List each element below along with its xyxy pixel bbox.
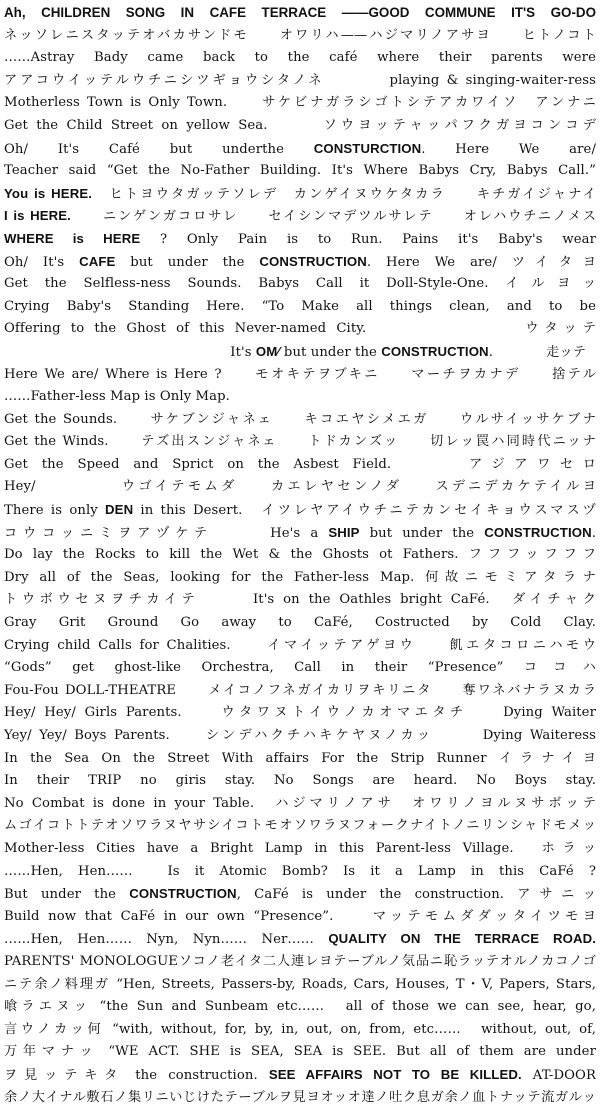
- poem-line: Yey∕ Yey∕ Boys Parents. シンデハクチハキケヤヌノカッ Dying Waiteress: [4, 725, 596, 748]
- poem-line: Build now that CaFé in our own “Presence”. マッテモムダダッタイツモヨ: [4, 906, 596, 929]
- poem-line: No Combat is done in your Table. ハジマリノアサ オワリノヨルヌサボッテ: [4, 793, 596, 816]
- emphasis-text: CONSTRUCTION: [484, 525, 591, 540]
- poem-body: [4, 25, 596, 1109]
- poem-line: Fou-Fou DOLL-THEATRE メイコノフネガイカリヲキリニタ 奪ワネバナラヌカラ: [4, 680, 596, 703]
- poem-line: ……Hen, Hen…… Is it Atomic Bomb? Is it a Lamp in this CaFé ?: [4, 861, 596, 884]
- poem-line: ……Father-less Map is Only Map.: [4, 386, 596, 409]
- poem-line: 喰ラエヌッ “the Sun and Sunbeam etc…… all of those we can see, hear, go,: [4, 996, 596, 1019]
- poem-line: トウボウセヌヲチカイテ It's on the Oathles bright CaFé. ダイチャク: [4, 589, 596, 612]
- emphasis-text: CAFE: [79, 254, 115, 269]
- poem-line: Motherless Town is Only Town. サケビナガラシゴトシテアカワイソ アンナニ: [4, 92, 596, 115]
- poem-line: ……Hen, Hen…… Nyn, Nyn…… Ner…… QUALITY ON THE TERRACE ROAD.: [4, 928, 596, 951]
- poem-line: 言ウノカッ何 “with, without, for, by, in, out, on, from, etc…… without, out, of,: [4, 1019, 596, 1042]
- poem-line: ヲ見ッテキタ the construction. SEE AFFAIRS NOT TO BE KILLED. AT-DOOR: [4, 1064, 596, 1087]
- poem-line: Crying child Calls for Chalities. イマイッテアゲヨウ 飢エタコロニハモウ: [4, 635, 596, 658]
- poem-line: ムゴイコトトテオソワラヌヤサシイコトモオソワラヌフォークナイトノニリンシャドモメッ: [4, 815, 596, 838]
- poem-line: Oh∕ It's Café but underthe CONSTURCTION. Here We are∕: [4, 138, 596, 161]
- emphasis-text: DEN: [105, 502, 133, 517]
- poem-line: In their TRIP no giris stay. No Songs are heard. No Boys stay.: [4, 770, 596, 793]
- poem-line: WHERE is HERE ? Only Pain is to Run. Pains it's Baby's wear: [4, 228, 596, 251]
- poem-line: Gray Grit Ground Go away to CaFé, Costructed by Cold Clay.: [4, 612, 596, 635]
- poem-line: 万年マナッ “WE ACT. SHE is SEA, SEA is SEE. But all of them are under: [4, 1041, 596, 1064]
- poem-line: There is only DEN in this Desert. イツレヤアイウチニテカンセイキョウスマスヅ: [4, 499, 596, 522]
- emphasis-text: CONSTRUCTION: [259, 254, 366, 269]
- poem-line: You is HERE. ヒトヨウタガッテソレデ カンゲイヌウケタカラ キチガイジャナイ: [4, 183, 596, 206]
- emphasis-text: QUALITY ON THE TERRACE ROAD.: [328, 931, 596, 946]
- poem-line: 余ノ大イナル敷石ノ集リニいじけたテーブルヲ見ヨオッオ達ノ吐ク息ガ余ノ血トナッテ流ガルッ: [4, 1087, 596, 1109]
- poem-line: Hey∕ ウゴイテモムダ カエレヤセンノダ スデニデカケテイルヨ: [4, 476, 596, 499]
- poem-line: PARENTS' MONOLOGUEソコノ老イタ二人連レヨテーブルノ気品ニ恥ラッテオルノカコノゴ: [4, 951, 596, 974]
- poem-line: It's OM∕ but under the CONSTRUCTION. 走ッテ: [4, 341, 596, 364]
- emphasis-text: You is HERE.: [4, 186, 92, 201]
- poem-line: コウコッニミヲアヅケテ He's a SHIP but under the CONSTRUCTION.: [4, 522, 596, 545]
- poem-line: Get the Selfless-ness Sounds. Babys Call it Doll-Style-One. イルヨッ: [4, 273, 596, 296]
- emphasis-text: WHERE is HERE: [4, 231, 140, 246]
- poem-line: Here We are∕ Where is Here ? モオキテヲブキニ マーチヲカナデ 捨テル: [4, 364, 596, 387]
- emphasis-text: CONSTURCTION: [314, 141, 421, 156]
- poem-line: In the Sea On the Street With affairs For the Strip Runner イラナイヨ: [4, 748, 596, 771]
- poem-line: Do lay the Rocks to kill the Wet & the Ghosts ot Fathers. フフフッフフフ: [4, 544, 596, 567]
- poem-line: ……Astray Bady came back to the café where their parents were: [4, 47, 596, 70]
- poem-line: Get the Winds. テズ出スンジャネェ トドカンズッ 切レッ罠ハ同時代ニッナ: [4, 431, 596, 454]
- emphasis-text: CONSTRUCTION: [381, 344, 488, 359]
- poem-line: Teacher said “Get the No-Father Building. It's Where Babys Cry, Babys Call.”: [4, 160, 596, 183]
- poem-line: Get the Child Street on yellow Sea. ソウヨッテャッパフクガヨコンコデ: [4, 115, 596, 138]
- poem-line: ニテ余ノ料理ガ “Hen, Streets, Passers-by, Roads, Cars, Houses, T・V, Papers, Stars,: [4, 974, 596, 997]
- emphasis-text: CONSTRUCTION: [129, 886, 236, 901]
- emphasis-text: I is HERE.: [4, 208, 71, 223]
- poem-line: アアコウイッテルウチニシツギョウシタノネ playing & singing-waiter-ress: [4, 70, 596, 93]
- poem-title: Ah, CHILDREN SONG IN CAFE TERRACE ——GOOD COMMUNE IT'S GO-DO: [4, 2, 596, 25]
- poem-line: I is HERE. ニンゲンガコロサレ セイシンマデツルサレテ オレハウチニノメス: [4, 205, 596, 228]
- poem-line: “Gods” get ghost-like Orchestra, Call in their “Presence” ココハ: [4, 657, 596, 680]
- poem-line: Hey∕ Hey∕ Girls Parents. ウタワヌトイウノカオマエタチ Dying Waiter: [4, 702, 596, 725]
- poem-line: Crying Baby's Standing Here. “To Make all things clean, and to be: [4, 296, 596, 319]
- poem-line: Get the Sounds. サケブンジャネェ キコエヤシメエガ ウルサイッサケブナ: [4, 409, 596, 432]
- emphasis-text: SEE AFFAIRS NOT TO BE KILLED.: [269, 1067, 522, 1082]
- poem-line: Mother-less Cities have a Bright Lamp in this Parent-less Village. ホラッ: [4, 838, 596, 861]
- emphasis-text: SHIP: [328, 525, 359, 540]
- poem-line: But under the CONSTRUCTION, CaFé is under the construction. アサニッ: [4, 883, 596, 906]
- poem-line: Dry all of the Seas, looking for the Father-less Map. 何故ニモミアタラナ: [4, 567, 596, 590]
- poem-line: Get the Speed and Sprict on the Asbest Field. アジアワセロ: [4, 454, 596, 477]
- poem-line: Oh∕ It's CAFE but under the CONSTRUCTION. Here We are∕ ツイタヨ: [4, 251, 596, 274]
- poem-line: Offering to the Ghost of this Never-named City. ウタッテ: [4, 318, 596, 341]
- emphasis-text: OM∕: [256, 344, 280, 359]
- poem-line: ネッソレニスタッテオバカサンドモ オワリハ——ハジマリノアサヨ ヒトノコト: [4, 25, 596, 48]
